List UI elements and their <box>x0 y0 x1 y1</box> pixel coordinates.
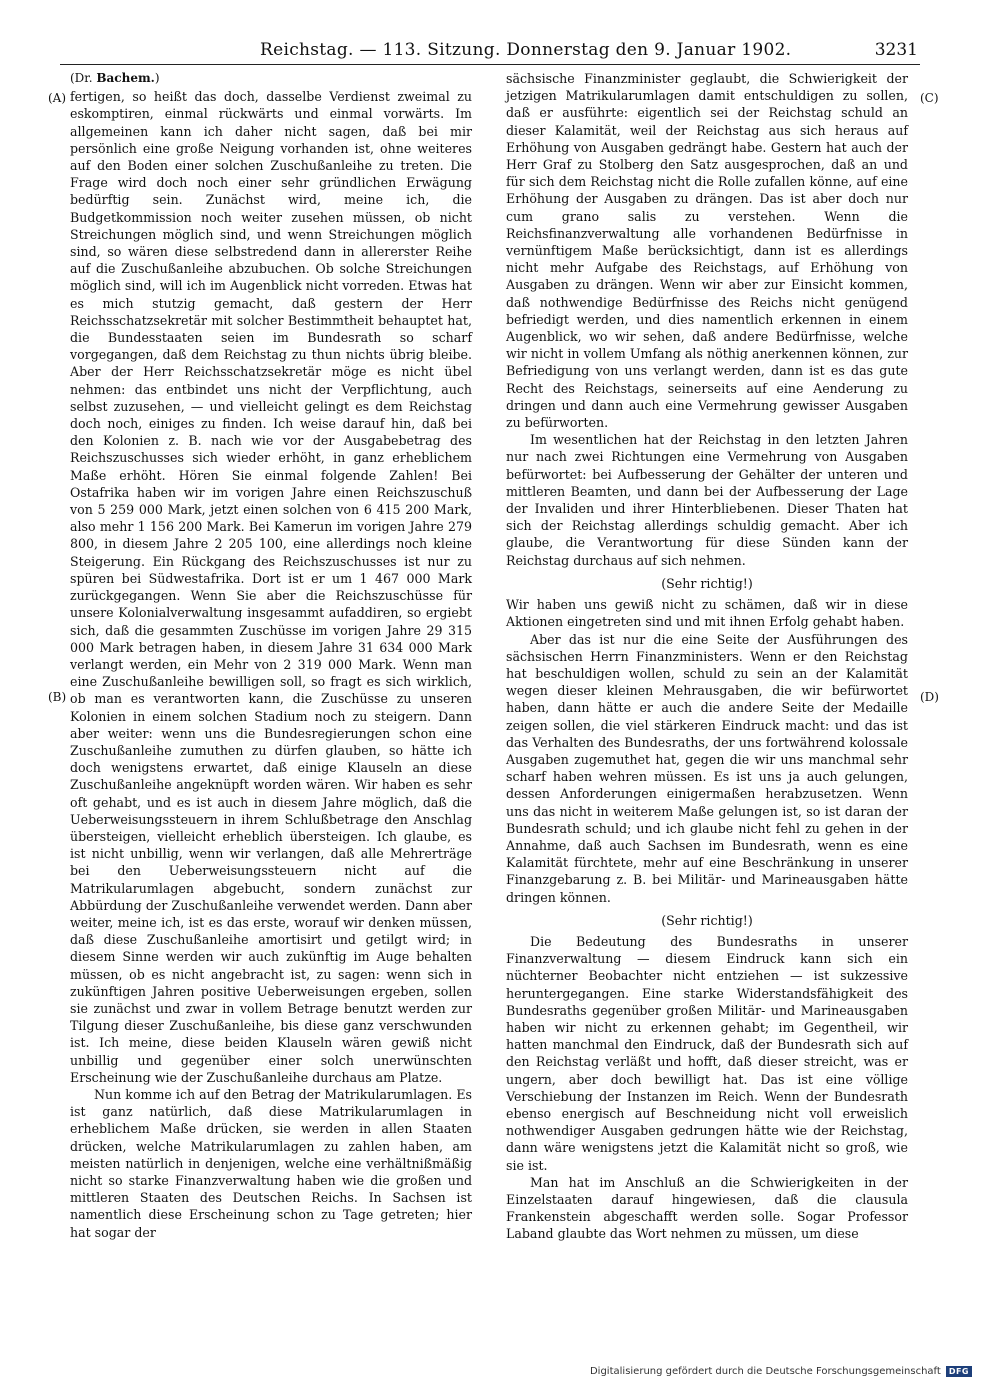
left-paragraph-1: fertigen, so heißt das doch, dasselbe Verdienst zweimal zu eskomptiren, einmal rückwärts und einmal vorwärts. Im allgemeinen kann ich daher nicht sagen, daß bei mir persönlich eine große Neigung vorhanden ist, ohne weiteres auf den Boden einer solchen Zuschußanleihe zu treten. Die Frage wird doch noch einer sehr gründlichen Erwägung bedürftig sein. Zunächst wird, meine ich, die Budgetkommission noch weiter zusehen müssen, ob nicht Streichungen möglich sind, und wenn Streichungen möglich sind, so wären diese selbstredend dann in allererster Reihe auf die Zuschußanleihe abzubuchen. Ob solche Streichungen möglich sind, will ich im Augenblick nicht vorreden. Etwas hat es mich stutzig gemacht, daß gestern der Herr Reichsschatzsekretär mit solcher Bestimmtheit behauptet hat, die Bundesstaaten seien im Bundesrath so scharf vorgegangen, daß dem Reichstag zu thun nichts übrig bleibe. Aber der Herr Reichsschatzsekretär möge es nicht übel nehmen: das entbindet uns nicht der Verpflichtung, auch selbst zuzusehen, — und vielleicht gelingt es dem Reichstag doch noch, einiges zu finden. Ich weise darauf hin, daß bei den Kolonien z. B. nach wie vor der Ausgabebetrag des Reichszuschusses sich wieder erhöht, in ganz erheblichem Maße erhöht. Hören Sie einmal folgende Zahlen! Bei Ostafrika haben wir im vorigen Jahre einen Reichszuschuß von 5 259 000 Mark, jetzt einen solchen von 6 415 200 Mark, also mehr 1 156 200 Mark. Bei Kamerun im vorigen Jahre 279 800, in diesem Jahre 2 205 100, eine allerdings noch kleine Steigerung. Ein Rückgang des Reichszuschusses ist nur zu spüren bei Südwestafrika. Dort ist er um 1 467 000 Mark zurückgegangen. Wenn Sie aber die Reichszuschüsse für unsere Kolonialverwaltung insgesammt aufaddiren, so ergiebt sich, daß die gesammten Zuschüsse im vorigen Jahre 29 315 000 Mark betragen haben, in diesem Jahre 31 634 000 Mark verlangt werden, ein Mehr von 2 319 000 Mark. Wenn man eine Zuschußanleihe bewilligen soll, so fragt es sich wirklich, ob man es verantworten kann, die Zuschüsse zu unseren Kolonien in einem solchen Stadium noch zu steigern. Dann aber weiter: wenn uns die Bundesregierungen schon eine Zuschußanleihe zumuthen zu dürfen glauben, so hätte ich doch wenigstens erwartet, daß einige Klauseln an diese Zuschußanleihe angeknüpft worden wären. Wir haben es sehr oft gehabt, und es ist auch in diesem Jahre möglich, daß die Ueberweisungssteuern in ihrem Schlußbetrage den Anschlag übersteigen, vielleicht erheblich übersteigen. Ich glaube, es ist nicht unbillig, wenn wir verlangen, daß alle Mehrerträge bei den Ueberweisungssteuern nicht auf die Matrikularumlagen abgebucht, sondern zunächst zur Abbürdung der Zuschußanleihe verwendet werden. Dann aber weiter, meine ich, ist es das erste, worauf wir denken müssen, daß diese Zuschußanleihe amortisirt und getilgt wird; in diesem Sinne werden wir auch zukünftig im Auge behalten müssen, ob es nicht angebracht ist, zu sagen: wenn sich in zukünftigen Jahren positive Ueberweisungen ergeben, sollen sie zunächst und zwar in vollem Betrage benutzt werden zur Tilgung dieser Zuschußanleihe, bis diese ganz verschwunden ist. Ich meine, diese beiden Klauseln wären gewiß nicht unbillig und gegenüber einer solch unerwünschten Erscheinung wie der Zuschußanleihe durchaus am Platze. <box>70 89 472 1085</box>
interjection-2: (Sehr richtig!) <box>661 912 753 928</box>
right-paragraph-1: sächsische Finanzminister geglaubt, die Schwierigkeit der jetzigen Matrikularumlagen damit entschuldigen zu sollen, daß er ausführte: eigentlich sei der Reichstag schuld an dieser Kalamität, weil der Reichstag aus sich heraus auf Erhöhung von Ausgaben gedrängt habe. Gestern hat auch der Herr Graf zu Stolberg den Satz ausgesprochen, daß an und für sich dem Reichstag nicht die Rolle zufallen könne, auf eine Erhöhung der Ausgaben zu drängen. Das ist aber doch nur cum grano salis zu verstehen. Wenn die Reichsfinanzverwaltung alle vorhandenen Bedürfnisse in vernünftigem Maße berücksichtigt, dann ist es allerdings nicht mehr Aufgabe des Reichstags, auf Erhöhung von Ausgaben zu drängen. Wenn wir aber zur Einsicht kommen, daß nothwendige Bedürfnisse des Reichs nicht genügend befriedigt werden, und dies namentlich erkennen in einem Augenblick, wo wir sehen, daß andere Bedürfnisse, welche wir nicht in vollem Umfang als nöthig anerkennen können, zur Befriedigung von uns verlangt werden, dann ist es das gute Recht des Reichstags, seinerseits auf eine Aenderung zu dringen und dann auch eine Vermehrung gewisser Ausgaben zu befürworten. <box>506 71 908 431</box>
running-head-title: Reichstag. — 113. Sitzung. Donnerstag den 9. Januar 1902. <box>260 40 792 60</box>
speaker-name: Bachem. <box>96 71 155 85</box>
digitization-footer <box>590 1366 972 1377</box>
right-paragraph-3: Wir haben uns gewiß nicht zu schämen, daß wir in diese Aktionen eingetreten sind und mit ihnen Erfolg gehabt haben. <box>506 597 908 630</box>
running-header <box>60 38 920 65</box>
page-number: 3231 <box>874 40 918 60</box>
margin-marker-a: (A) <box>48 91 67 105</box>
margin-marker-c: (C) <box>920 91 939 105</box>
interjection-1: (Sehr richtig!) <box>661 575 753 591</box>
right-paragraph-5: Die Bedeutung des Bundesraths in unserer Finanzverwaltung — diesem Eindruck kann sich ein nüchterner Beobachter nicht entziehen — ist sukzessive heruntergegangen. Eine starke Widerstandsfähigkeit des Bundesraths gegenüber großen Militär- und Marineausgaben haben wir nicht zu erkennen gehabt; im Gegentheil, wir hatten manchmal den Eindruck, daß der Bundesrath sich auf den Reichstag verläßt und hofft, daß dieser streicht, was er ungern, aber doch bewilligt hat. Das ist eine völlige Verschiebung der Instanzen im Reich. Wenn der Bundesrath ebenso energisch auf Beschneidung nicht voll erweislich nothwendiger Ausgaben gedrungen hätte wie der Reichstag, dann wäre wenigstens jetzt die Kalamität nicht so groß, wie sie ist. <box>506 933 908 1173</box>
speaker-close: ) <box>154 71 160 85</box>
margin-marker-b: (B) <box>48 690 67 704</box>
right-column <box>506 70 908 1243</box>
right-paragraph-2: Im wesentlichen hat der Reichstag in den letzten Jahren nur nach zwei Richtungen eine Vermehrung von Ausgaben befürwortet: bei Aufbesserung der Gehälter der unteren und mittleren Beamten, und dann bei der Aufbesserung der Lage der Invaliden und ihrer Hinterbliebenen. Dieser Thaten hat sich der Reichstag allerdings schuldig gemacht. Aber ich glaube, die Verantwortung für diese Sünden kann der Reichstag durchaus auf sich nehmen. <box>506 432 908 568</box>
left-column <box>70 70 472 1241</box>
footer-credit: Digitalisierung gefördert durch die Deutsche Forschungsgemeinschaft <box>589 1366 941 1377</box>
right-paragraph-4: Aber das ist nur die eine Seite der Ausführungen des sächsischen Herrn Finanzministers. Wenn er den Reichstag hat beschuldigen wollen, schuld zu sein an der Kalamität wegen dieser kleinen Mehrausgaben, die wir befürwortet haben, dann hätte er auch die andere Seite der Medaille zeigen sollen, die viel stärkeren Eindruck macht: und das ist das Verhalten des Bundesraths, der uns fortwährend kolossale Ausgaben zugemuthet hat, gegen die wir uns manchmal sehr scharf haben wehren müssen. Es ist uns ja auch gelungen, dessen Anforderungen einigermaßen herabzusetzen. Wenn uns das nicht in weiterem Maße gelungen ist, so ist daran der Bundesrath schuld; und ich glaube nicht fehl zu gehen in der Annahme, daß auch Sachsen im Bundesrath, wenn es eine Kalamität fürchtete, mehr auf eine Beschränkung in unserer Finanzgebarung z. B. bei Militär- und Marineausgaben hätte dringen können. <box>506 631 908 905</box>
dfg-logo: DFG <box>946 1366 972 1377</box>
right-paragraph-6: Man hat im Anschluß an die Schwierigkeiten in der Einzelstaaten darauf hingewiesen, daß die clausula Frankenstein abgeschafft werden solle. Sogar Professor Laband glaubte das Wort nehmen zu müssen, um diese <box>506 1174 908 1242</box>
left-paragraph-2: Nun komme ich auf den Betrag der Matrikularumlagen. Es ist ganz natürlich, daß diese Matrikularumlagen in erheblichem Maße drücken, sie werden in allen Staaten drücken, welche Matrikularumlagen zu zahlen haben, am meisten natürlich in denjenigen, welche eine verhältnißmäßig nicht so starke Finanzverwaltung haben wie die großen und mittleren Staaten des Deutschen Reichs. In Sachsen ist namentlich diese Erscheinung schon zu Tage getreten; hier hat sogar der <box>70 1086 472 1240</box>
speaker-line <box>70 70 472 87</box>
margin-marker-d: (D) <box>920 690 939 704</box>
speaker-open: (Dr. <box>70 71 93 85</box>
